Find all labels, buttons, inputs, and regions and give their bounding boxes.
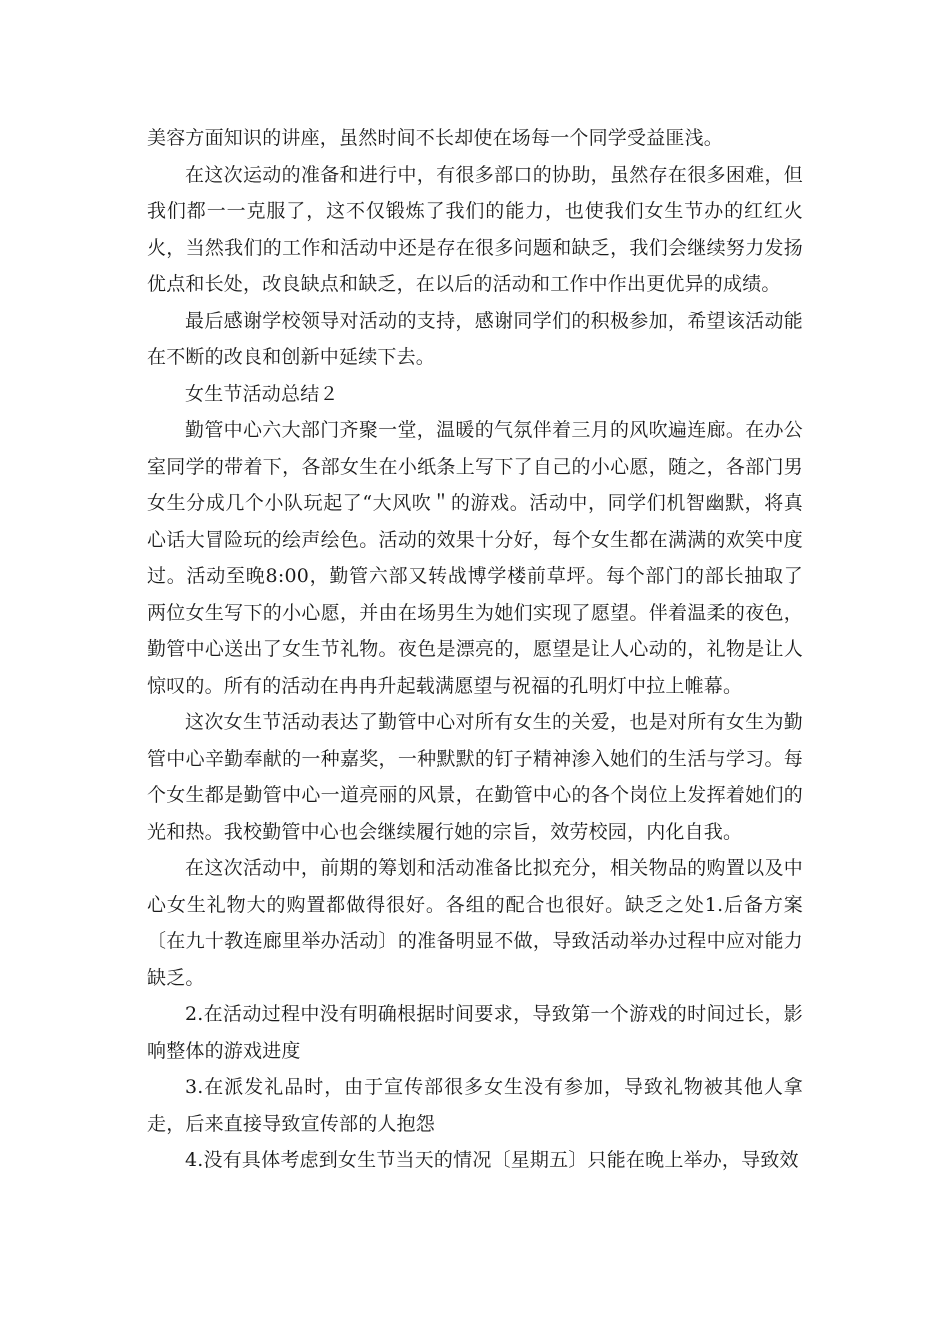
paragraph: 在这次活动中，前期的筹划和活动准备比拟充分，相关物品的购置以及中心女生礼物大的购置都做得很好。各组的配合也很好。缺乏之处1.后备方案〔在九十教连廊里举办活动〕的准备明显不做，导致活动举办过程中应对能力缺乏。 (147, 857, 803, 989)
list-item: 2.在活动过程中没有明确根据时间要求，导致第一个游戏的时间过长，影响整体的游戏进度 (147, 1003, 803, 1062)
list-item: 3.在派发礼品时，由于宣传部很多女生没有参加，导致礼物被其他人拿走，后来直接导致宣传部的人抱怨 (147, 1076, 803, 1135)
document-body (147, 120, 803, 1179)
paragraph: 这次女生节活动表达了勤管中心对所有女生的关爱，也是对所有女生为勤管中心辛勤奉献的一种嘉奖，一种默默的钉子精神渗入她们的生活与学习。每个女生都是勤管中心一道亮丽的风景，在勤管中心的各个岗位上发挥着她们的光和热。我校勤管中心也会继续履行她的宗旨，效劳校园，内化自我。 (147, 711, 803, 843)
paragraph: 在这次运动的准备和进行中，有很多部口的协助，虽然存在很多困难，但我们都一一克服了，这不仅锻炼了我们的能力，也使我们女生节办的红红火火，当然我们的工作和活动中还是存在很多问题和缺乏，我们会继续努力发扬优点和长处，改良缺点和缺乏，在以后的活动和工作中作出更优异的成绩。 (147, 163, 803, 295)
paragraph: 最后感谢学校领导对活动的支持，感谢同学们的积极参加，希望该活动能在不断的改良和创新中延续下去。 (147, 309, 803, 368)
paragraph: 勤管中心六大部门齐聚一堂，温暖的气氛伴着三月的风吹遍连廊。在办公室同学的带着下，各部女生在小纸条上写下了自己的小心愿，随之，各部门男女生分成几个小队玩起了“大风吹＂的游戏。活动中，同学们机智幽默，将真心话大冒险玩的绘声绘色。活动的效果十分好，每个女生都在满满的欢笑中度过。活动至晚8:00，勤管六部又转战博学楼前草坪。每个部门的部长抽取了两位女生写下的小心愿，并由在场男生为她们实现了愿望。伴着温柔的夜色，勤管中心送出了女生节礼物。夜色是漂亮的，愿望是让人心动的，礼物是让人惊叹的。所有的活动在冉冉升起载满愿望与祝福的孔明灯中拉上帷幕。 (147, 419, 803, 697)
list-item: 4.没有具体考虑到女生节当天的情况〔星期五〕只能在晚上举办，导致效 (185, 1149, 799, 1171)
section-heading: 女生节活动总结２ (185, 382, 339, 405)
paragraph-continued: 美容方面知识的讲座，虽然时间不长却使在场每一个同学受益匪浅。 (147, 127, 724, 149)
